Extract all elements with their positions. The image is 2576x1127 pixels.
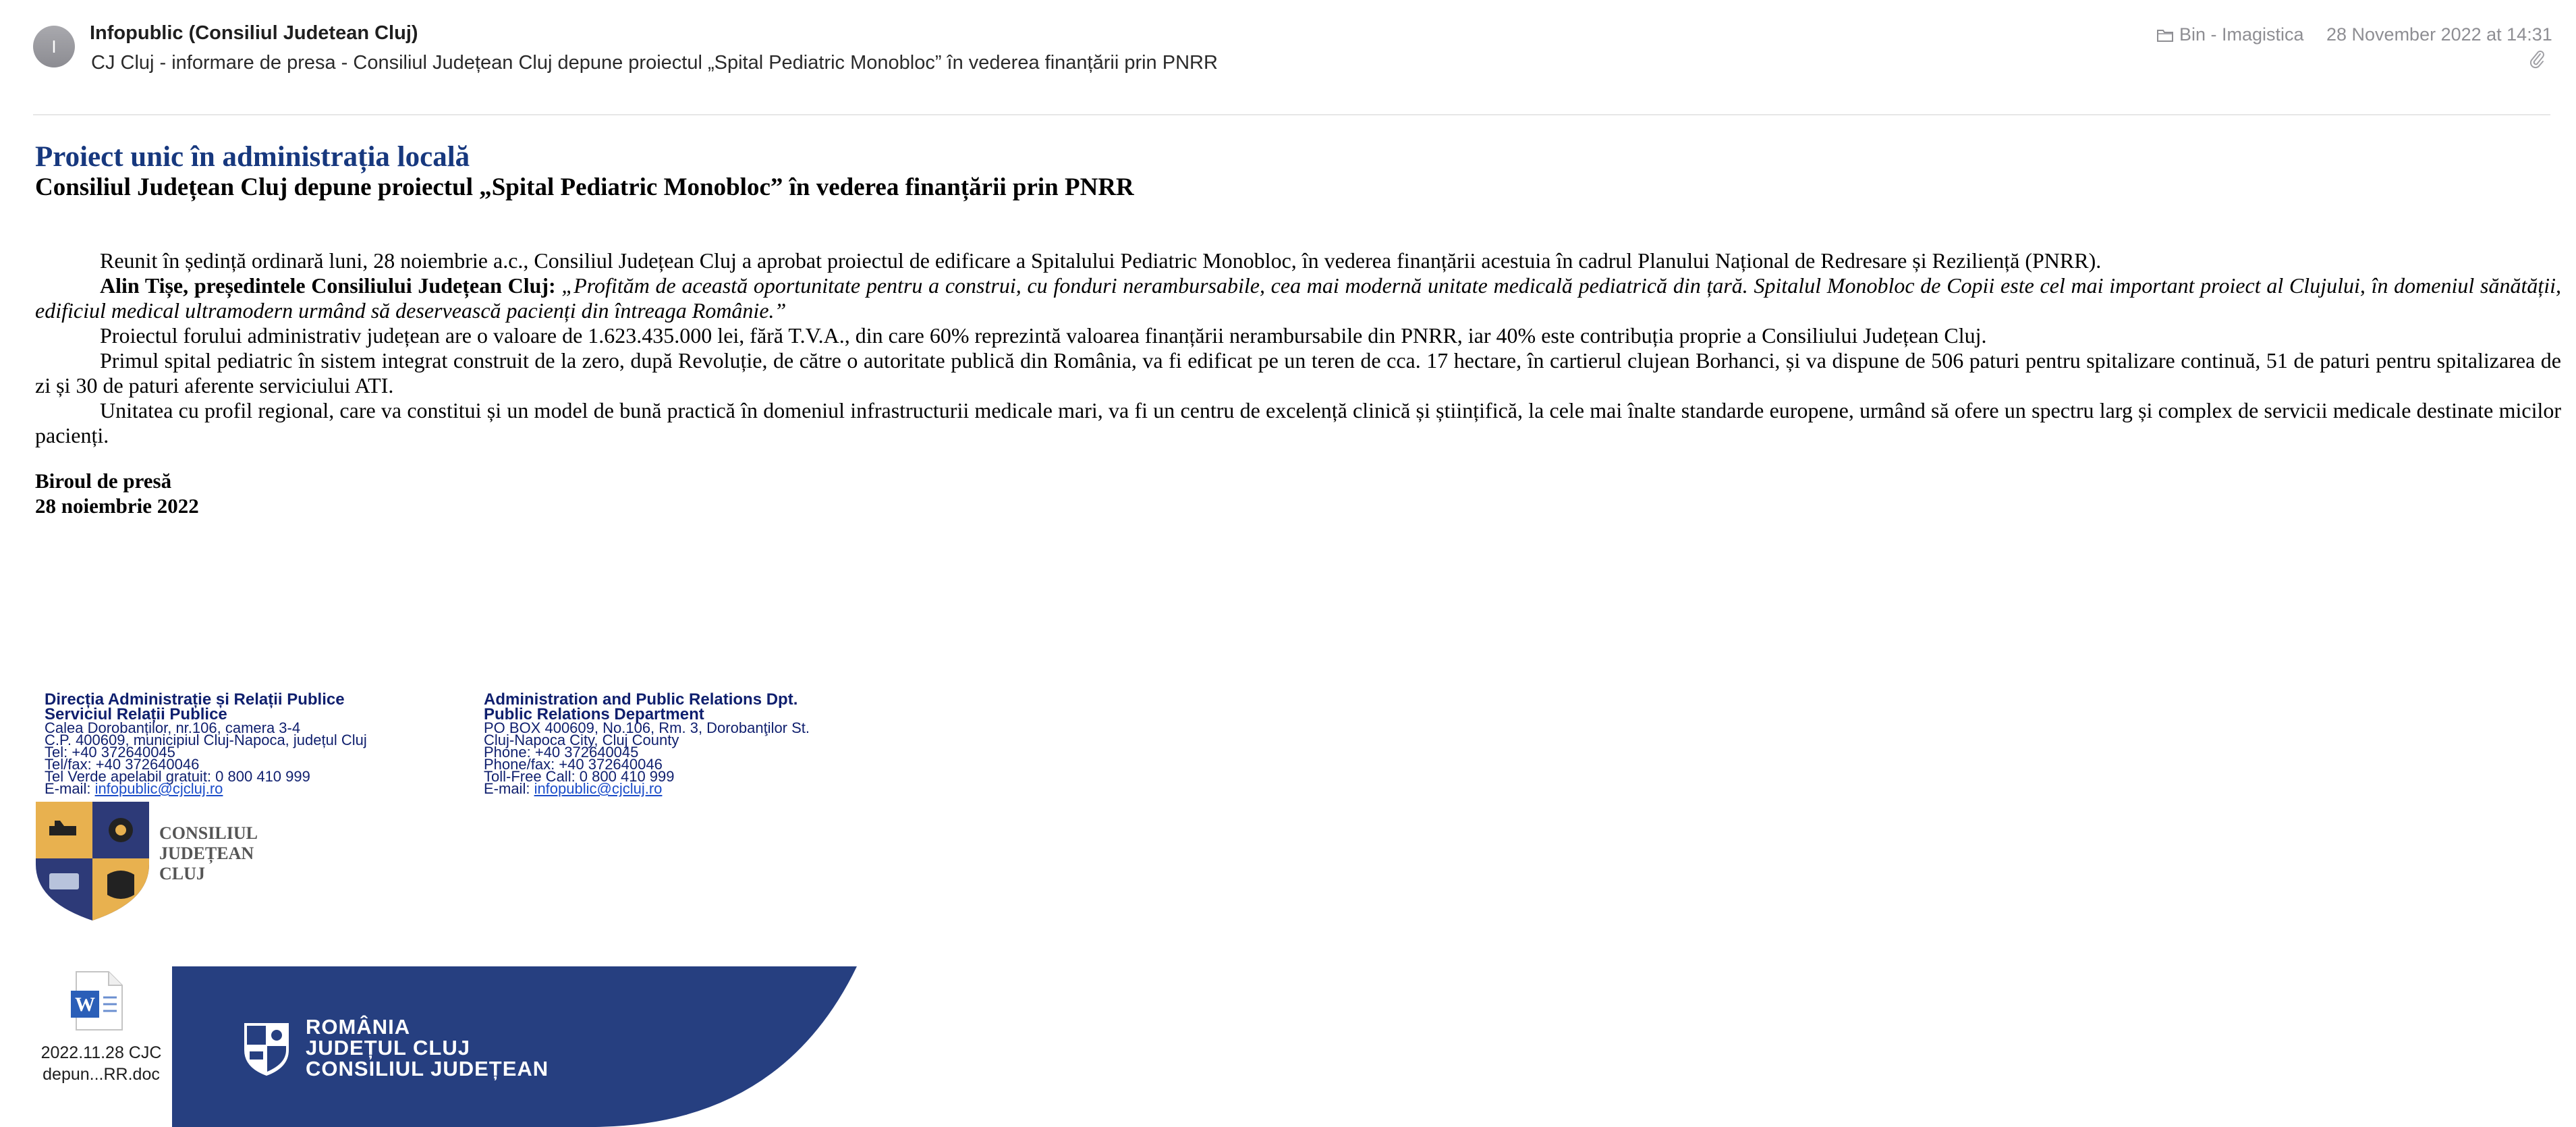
contact-block-en — [484, 692, 810, 795]
email-subject: CJ Cluj - informare de presa - Consiliul Județean Cluj depune proiectul „Spital Pediatric Monobloc” în vederea finanțării prin PNRR — [91, 52, 1218, 74]
contact-ro-email-label: E-mail: — [45, 780, 95, 797]
county-crest-icon — [34, 800, 150, 922]
contact-ro-address2: C.P. 400609, municipiul Cluj-Napoca, județul Cluj — [45, 732, 367, 748]
article-body — [35, 248, 2561, 448]
contact-ro-email-row — [45, 780, 367, 797]
email-date: 28 November 2022 at 14:31 — [2326, 24, 2552, 45]
paragraph-1: Reunit în ședință ordinară luni, 28 noiembrie a.c., Consiliul Județean Cluj a aprobat proiectul de edificare a Spitalului Pediatric Monobloc, în vederea finanțării acestuia în cadrul Planului Național de Redresare și Reziliență (PNRR). — [100, 248, 2102, 273]
quote-separator: : — [549, 273, 562, 298]
contact-en-tel: Phone: +40 372640045 — [484, 744, 639, 761]
paragraph-2 — [35, 273, 2561, 323]
folder-label: Bin - Imagistica — [2179, 24, 2304, 45]
contact-ro-email-link[interactable]: infopublic@cjcluj.ro — [94, 780, 223, 797]
contact-en-address1: PO BOX 400609, No.106, Rm. 3, Dorobanţilor St. — [484, 719, 810, 736]
folder-icon — [2156, 28, 2174, 43]
contact-en-email-row — [484, 780, 810, 797]
attachment-paperclip-icon[interactable] — [2529, 50, 2545, 69]
banner-line3: CONSILIUL JUDEȚEAN — [306, 1057, 549, 1080]
svg-text:W: W — [75, 993, 95, 1016]
banner-line2: JUDEȚUL CLUJ — [306, 1036, 470, 1060]
word-document-icon[interactable] — [69, 970, 125, 1031]
paragraph-5: Unitatea cu profil regional, care va constitui și un model de bună practică în domeniul infrastructurii medicale mari, va fi un centru de excelență clinică și științifică, la cele mai înalte standarde europene, urmând să ofere un spectru larg și complex de servicii medicale destinate micilor pacienți. — [35, 398, 2561, 447]
quote-author: Alin Tișe, președintele Consiliului Județean Cluj — [100, 273, 549, 298]
contact-en-fax: Phone/fax: +40 372640046 — [484, 756, 663, 773]
banner-crest-icon — [242, 1020, 291, 1077]
contact-en-email-label: E-mail: — [484, 780, 534, 797]
quote-text: „Profităm de această oportunitate pentru a construi, cu fonduri nerambursabile, cea mai modernă unitate medicală pediatrică din țară. Spitalul Monobloc de Copii este cel mai important proiect al Clujului, în domeniul sănătății, edificiul medical ultramodern urmând să deservească pacienți din întreaga Românie.” — [35, 273, 2562, 323]
header-divider — [33, 114, 2550, 115]
banner-text — [306, 1016, 549, 1079]
attachment-filename[interactable] — [27, 1042, 175, 1085]
article-heading: Proiect unic în administrația locală — [35, 141, 470, 173]
signature — [35, 468, 199, 518]
paragraph-3: Proiectul forului administrativ județean are o valoare de 1.623.435.000 lei, fără T.V.A., din care 60% reprezintă valoarea finanțării nerambursabile din PNRR, iar 40% este contribuția proprie a Consiliului Județean Cluj. — [100, 323, 1987, 348]
contact-en-email-link[interactable]: infopublic@cjcluj.ro — [534, 780, 663, 797]
attachment-filename-line1: 2022.11.28 CJC — [40, 1043, 162, 1062]
banner-line1: ROMÂNIA — [306, 1015, 411, 1039]
contact-block-ro — [45, 692, 367, 795]
contact-en-title: Administration and Public Relations Dpt. — [484, 690, 798, 709]
sender-name[interactable]: Infopublic (Consiliul Judetean Cluj) — [90, 22, 418, 44]
contact-en-free: Toll-Free Call: 0 800 410 999 — [484, 768, 675, 785]
contact-ro-address1: Calea Dorobanților, nr.106, camera 3-4 — [45, 719, 301, 736]
crest-text-line1: CONSILIUL — [159, 823, 258, 843]
attachment-filename-line2: depun...RR.doc — [43, 1065, 160, 1084]
crest-text-line2: JUDEȚEAN — [159, 844, 254, 863]
sender-avatar[interactable] — [33, 26, 75, 67]
contact-ro-title: Direcția Administrație și Relații Publice — [45, 690, 345, 709]
signature-date: 28 noiembrie 2022 — [35, 494, 199, 518]
contact-ro-fax: Tel/fax: +40 372640046 — [45, 756, 200, 773]
crest-text — [159, 823, 258, 884]
paragraph-4: Primul spital pediatric în sistem integrat construit de la zero, după Revoluție, de către o autoritate publică din România, va fi edificat pe un teren de cca. 17 hectare, în cartierul clujean Borhanci, și va dispune de 506 paturi pentru spitalizare continuă, 51 de paturi pentru spitalizarea de zi și 30 de paturi aferente serviciului ATI. — [35, 348, 2561, 397]
contact-ro-tel: Tel: +40 372640045 — [45, 744, 175, 761]
mailbox-folder[interactable] — [2156, 24, 2304, 45]
crest-text-line3: CLUJ — [159, 864, 205, 883]
contact-en-address2: Cluj-Napoca City, Cluj County — [484, 732, 679, 748]
contact-ro-free: Tel Verde apelabil gratuit: 0 800 410 999 — [45, 768, 310, 785]
avatar-initial: I — [51, 36, 57, 57]
contact-en-subtitle: Public Relations Department — [484, 705, 704, 723]
article-title: Consiliul Județean Cluj depune proiectul „Spital Pediatric Monobloc” în vederea finanțării prin PNRR — [35, 173, 1134, 201]
signature-office: Biroul de presă — [35, 469, 172, 493]
contact-ro-subtitle: Serviciul Relații Publice — [45, 705, 227, 723]
